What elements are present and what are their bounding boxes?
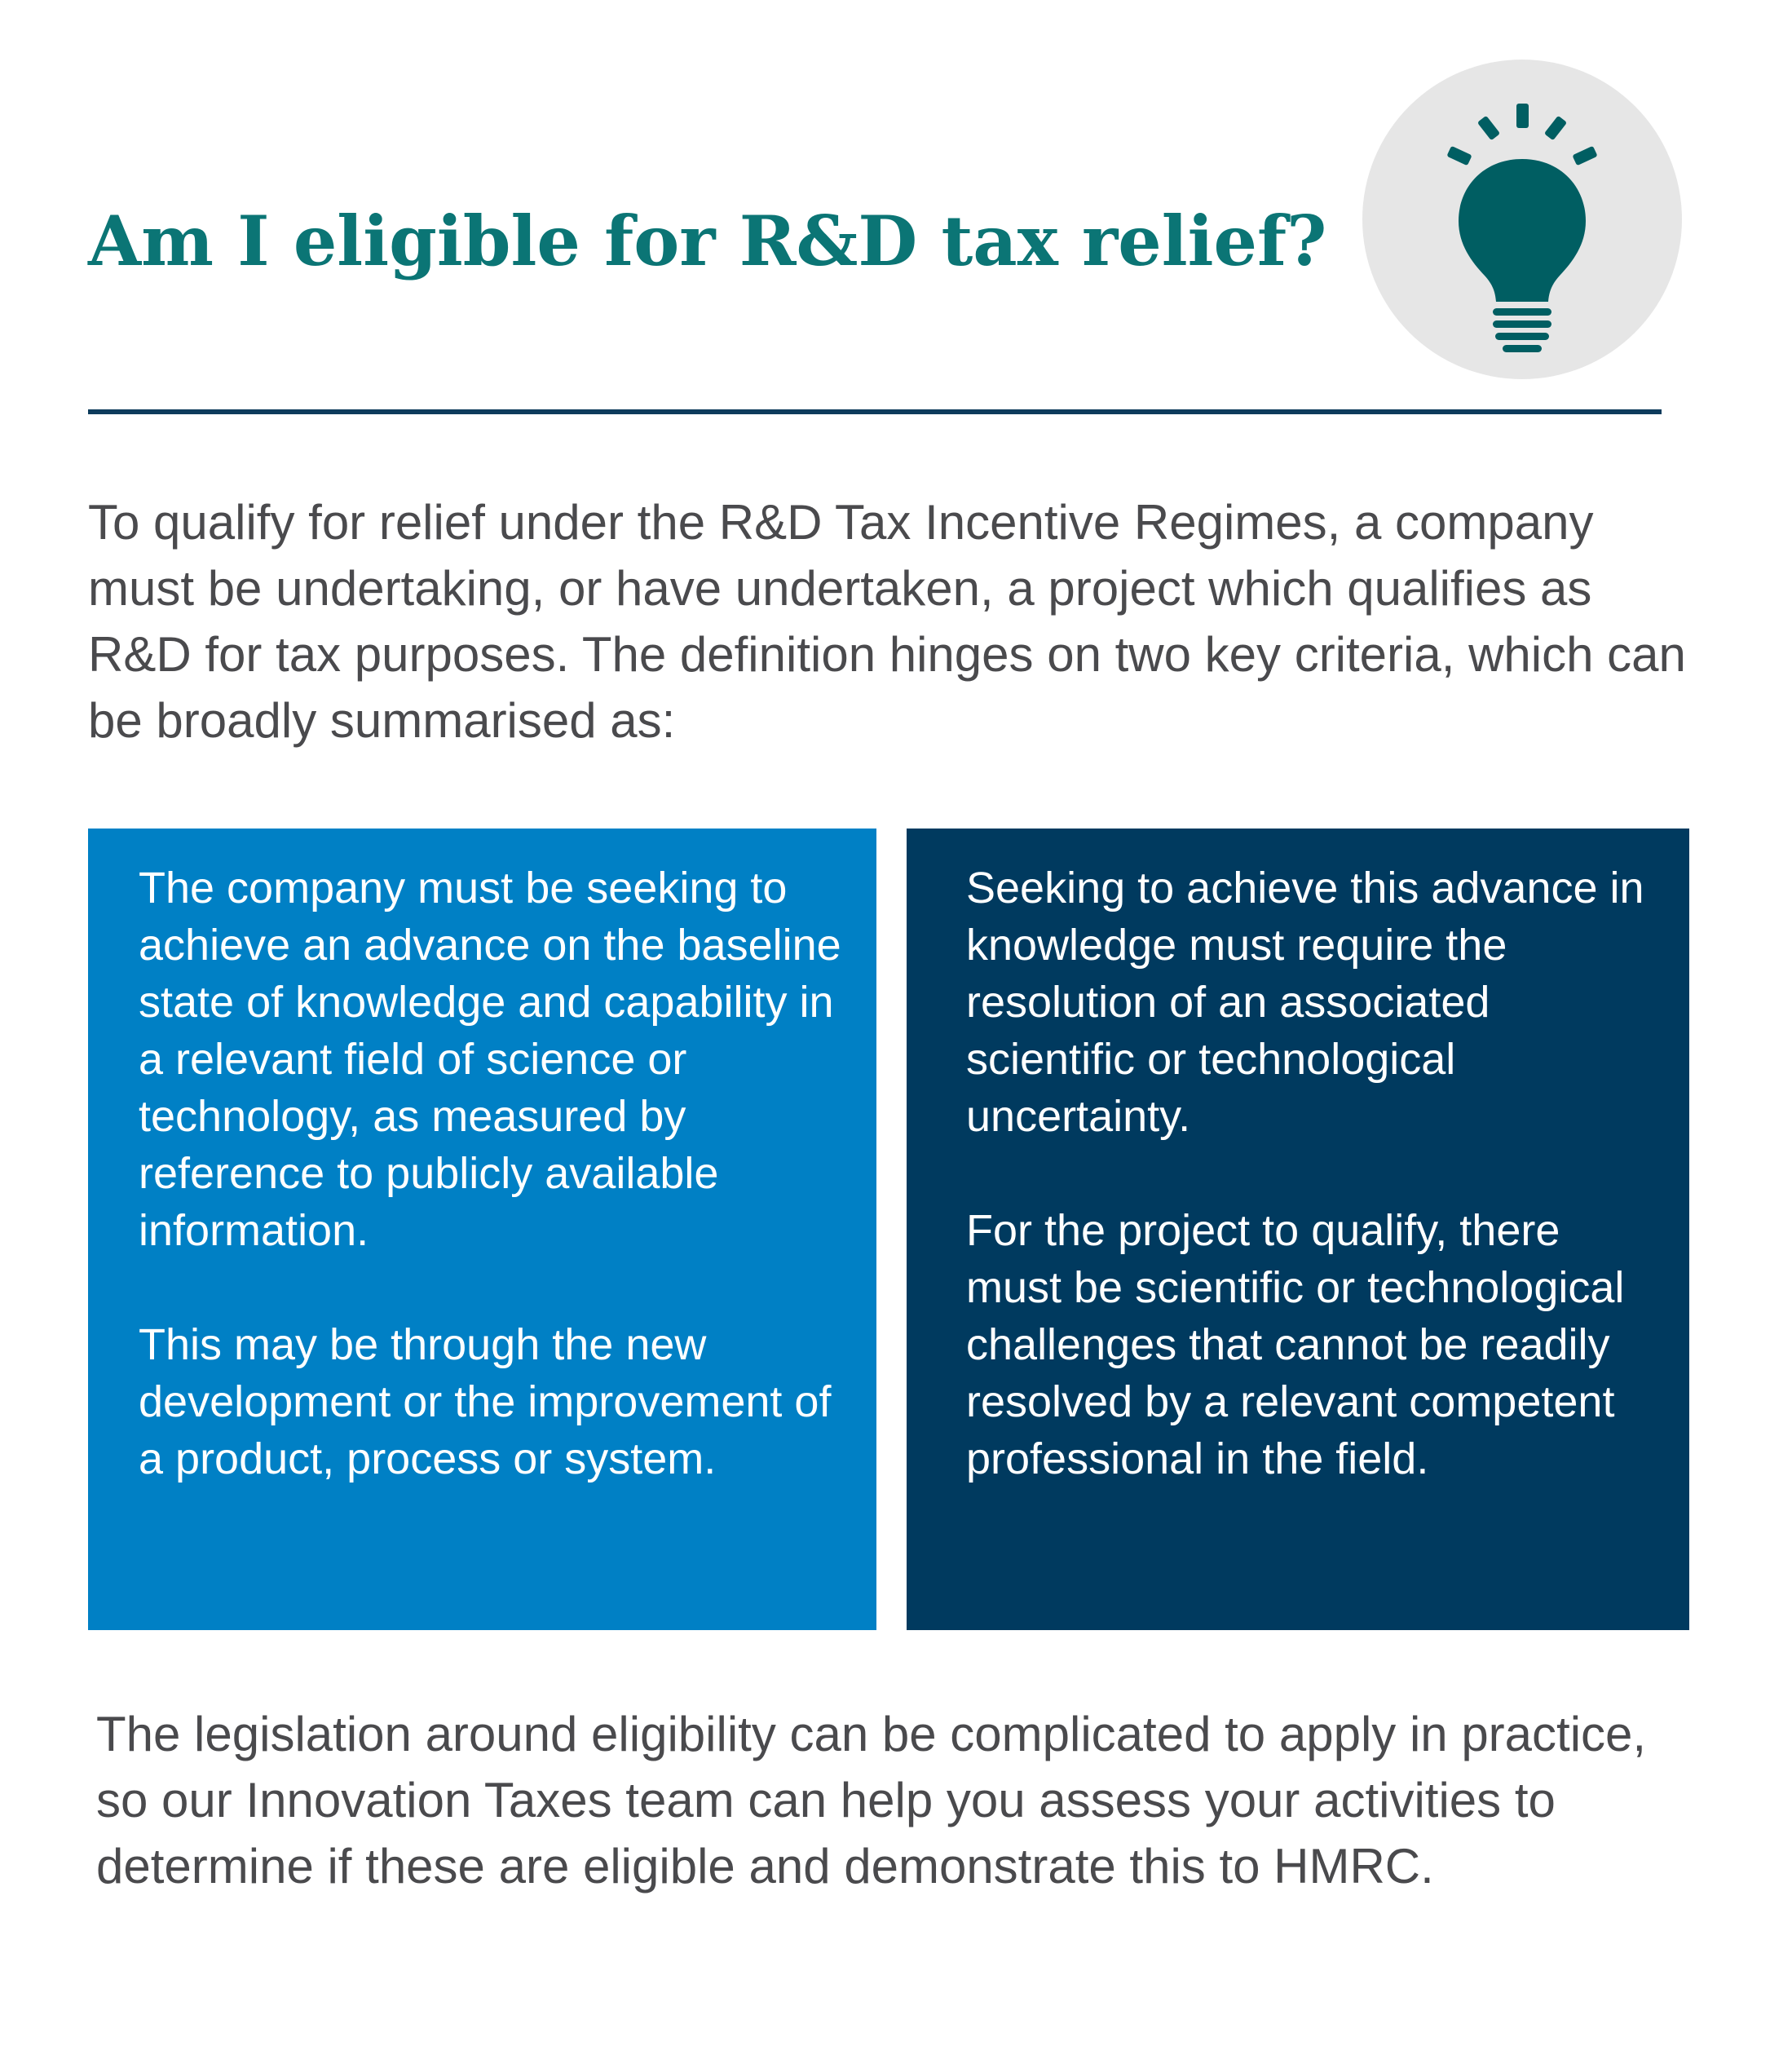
criterion-paragraph: Seeking to achieve this advance in knowledge must require the resolution of an associated scientific or technological uncertainty. <box>966 864 1644 1141</box>
criterion-card-advance <box>88 829 876 1630</box>
criterion-paragraph: For the project to qualify, there must be scientific or technological challenges that cannot be readily resolved by a relevant competent professional in the field. <box>966 1206 1625 1483</box>
intro-paragraph: To qualify for relief under the R&D Tax Incentive Regimes, a company must be undertaking, or have undertaken, a project which qualifies as R&D for tax purposes. The definition hinges on two key criteria, which can be broadly summarised as: <box>88 495 1686 748</box>
criterion-paragraph: The company must be seeking to achieve an advance on the baseline state of knowledge and capability in a relevant field of science or technology, as measured by reference to publicly available information. <box>139 864 841 1255</box>
criterion-paragraph: This may be through the new development or the improvement of a product, process or system. <box>139 1320 832 1483</box>
page-title: Am I eligible for R&D tax relief? <box>88 201 1327 281</box>
criterion-card-uncertainty <box>907 829 1689 1630</box>
divider <box>88 409 1662 414</box>
icon-badge <box>1362 60 1682 379</box>
closing-paragraph: The legislation around eligibility can be complicated to apply in practice, so our Innovation Taxes team can help you assess your activities to determine if these are eligible and demonstrate this to HMRC. <box>96 1707 1647 1894</box>
lightbulb-icon <box>1362 60 1682 379</box>
